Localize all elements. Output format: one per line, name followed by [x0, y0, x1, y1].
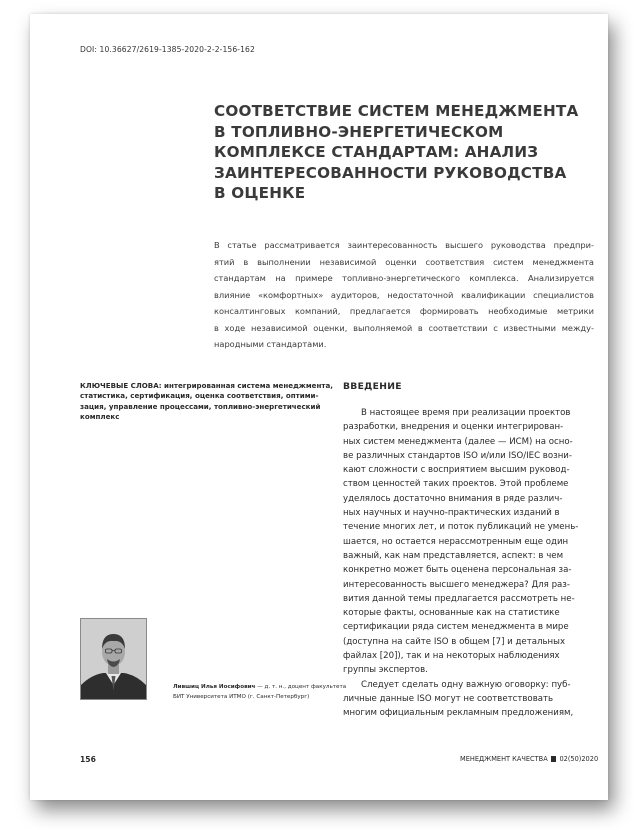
- section-heading: ВВЕДЕНИЕ: [343, 381, 402, 392]
- body-line: кают сложности с восприятием высшим руковод-: [343, 465, 570, 476]
- body-line: ством ценностей таких проектов. Этой проблеме: [343, 479, 569, 490]
- journal-issue: 02(50)2020: [559, 755, 599, 763]
- page-number: 156: [80, 755, 96, 764]
- body-line: группы экспертов.: [343, 665, 428, 676]
- abstract: [214, 237, 594, 353]
- author-name: Лившиц Илья Иосифович: [173, 684, 256, 690]
- body-line: многим официальным рекламным предложениям,: [343, 708, 574, 719]
- title-line: ЗАИНТЕРЕСОВАННОСТИ РУКОВОДСТВА: [214, 163, 567, 182]
- body-line: важный, как нам представляется, аспект: в чем: [343, 550, 564, 561]
- abstract-line: В статье рассматривается заинтересованность высшего руководства предпри-: [214, 240, 594, 250]
- author-position: — д. т. н., доцент факультета: [255, 684, 347, 690]
- body-line: течение многих лет, и поток публикаций не умень-: [343, 522, 579, 533]
- body-line: (доступна на сайте ISO в общем [7] и детальных: [343, 636, 566, 647]
- body-line: В настоящее время при реализации проектов: [361, 408, 571, 418]
- title-line: В ОЦЕНКЕ: [214, 184, 306, 202]
- article-title: [214, 101, 594, 204]
- body-line: разработки, внедрения и оценки интегрирован-: [343, 422, 564, 433]
- body-line: уделялось достаточно внимания в ряде различ-: [343, 493, 563, 504]
- body-line: конкретно может быть оценена персональная за-: [343, 565, 572, 576]
- title-line: В ТОПЛИВНО-ЭНЕРГЕТИЧЕСКОМ: [214, 122, 504, 141]
- keywords-line: зация, управление процессами, топливно-энергетический: [80, 401, 321, 411]
- author-portrait-image: [81, 619, 146, 699]
- body-line: Следует сделать одну важную оговорку: пуб-: [361, 679, 571, 690]
- body-line: которые факты, основанные как на статистике: [343, 608, 560, 619]
- body-line: ных систем менеджмента (далее — ИСМ) на осно-: [343, 436, 573, 447]
- author-photo: [80, 618, 147, 700]
- body-text: [343, 406, 583, 721]
- body-line: ве различных стандартов ISO и/или ISO/IEC возни-: [343, 450, 572, 461]
- body-line: шается, но остается нерассмотренным еще один: [343, 536, 569, 547]
- author-info: [173, 683, 347, 702]
- body-line: ных научных и научно-практических изданий в: [343, 508, 560, 519]
- square-separator-icon: [551, 756, 557, 762]
- keywords-line: комплекс: [80, 412, 120, 422]
- journal-name: МЕНЕДЖМЕНТ КАЧЕСТВА: [460, 755, 548, 763]
- author-affiliation: БИТ Университета ИТМО (г. Санкт-Петербург): [173, 693, 310, 700]
- abstract-line: в ходе независимой оценки, выполняемой в соответствии с известными между-: [214, 322, 594, 333]
- doi-line: DOI: 10.36627/2619-1385-2020-2-2-156-162: [80, 45, 255, 54]
- abstract-line: влияние «комфортных» аудиторов, недостаточной квалификации специалистов: [214, 289, 594, 300]
- keywords: [80, 381, 333, 423]
- body-line: личные данные ISO могут не соответствовать: [343, 693, 554, 704]
- body-line: файлах [20]), так и на некоторых наблюдениях: [343, 651, 560, 662]
- journal-page: [30, 14, 608, 800]
- author-line-1: [173, 683, 347, 693]
- journal-footer: [460, 755, 598, 763]
- keywords-line: КЛЮЧЕВЫЕ СЛОВА: интегрированная система менеджмента,: [80, 381, 333, 390]
- keywords-line: статистика, сертификация, оценка соответствия, оптими-: [80, 391, 319, 401]
- body-line: сертификации ряда систем менеджмента в мире: [343, 622, 569, 633]
- abstract-line: ятий в выполнении независимой оценки соответствия систем менеджмента: [214, 256, 594, 267]
- title-line: СООТВЕТСТВИЕ СИСТЕМ МЕНЕДЖМЕНТА: [214, 102, 579, 120]
- title-line: КОМПЛЕКСЕ СТАНДАРТАМ: АНАЛИЗ: [214, 143, 539, 161]
- abstract-line: народными стандартами.: [214, 339, 327, 349]
- body-line: интересованность высшего менеджера? Для раз-: [343, 579, 570, 590]
- abstract-line: стандартам на примере топливно-энергетического комплекса. Анализируется: [214, 273, 594, 283]
- body-line: вития данной темы предлагается рассмотреть не-: [343, 593, 575, 604]
- abstract-line: консалтинговых компаний, предлагается формировать необходимые метрики: [214, 306, 594, 316]
